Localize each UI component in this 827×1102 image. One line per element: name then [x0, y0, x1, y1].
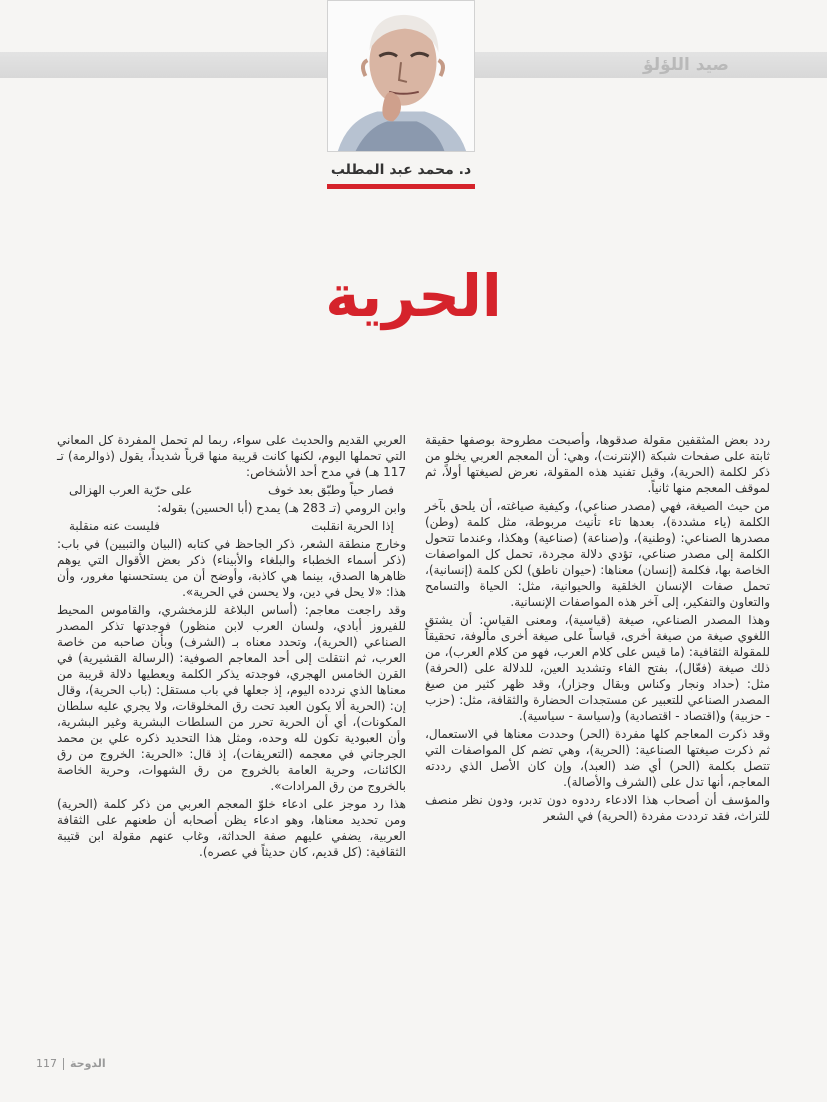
verse-hemistich: فصار حياً وطبّق بعد خوف [267, 483, 394, 497]
portrait-illustration [328, 1, 474, 151]
paragraph: وهذا المصدر الصناعي، صيغة (قياسية)، ومعنى القياس: أن يشتق اللغوي صيغة من صيغة أخرى، قياساً على صيغة أخرى مألوفة، تحقيقاً للمقولة الثقافية: (ما قيس على كلام العرب، فهو من كلام العرب)، من ذلك صيغة (فعّال)، بفتح الفاء وتشديد العين، للدلالة على (الحرفة) مثل: (حداد ونجار وكناس وبقال وجزار)، وقد ظهر كثير من صيغ المصدر الصناعي للتعبير عن مستجدات الحضارة والثقافة، مثل: (حزب - حزبية) و(اقتصاد - اقتصادية) و(سياسة - سياسية). [425, 613, 770, 723]
right-column [425, 432, 770, 826]
verse-hemistich: إذا الحرية انقلبت [311, 519, 394, 533]
paragraph: وابن الرومي (تـ 283 هـ) يمدح (أبا الحسين) بقوله: [157, 501, 406, 515]
paragraph: العربي القديم والحديث على سواء، ربما لم تحمل المفردة كل المعاني التي تحملها اليوم، لكنها كانت قريبة منها قرباً شديداً، يقول (ذوالرمة) تـ 117 هـ) في مدح أحد الأشخاص: [57, 433, 406, 479]
article-title: الحرية [325, 262, 502, 330]
section-label: صيد اللؤلؤ [643, 55, 729, 75]
page-number: 117 [36, 1057, 57, 1070]
paragraph: ردد بعض المثقفين مقولة صدقوها، وأصبحت مطروحة بوصفها حقيقة ثابتة على صفحات شبكة (الإنترنت)، وهي: أن المعجم العربي يخلو من ذكر لكلمة (الحرية)، وقبل تفنيد هذه المقولة، نعرض لصيغتها أولاً، ثم لموقف المعجم منها ثانياً. [425, 433, 770, 495]
author-name: د. محمد عبد المطلب [330, 162, 472, 178]
author-portrait [327, 0, 475, 152]
paragraph: وخارج منطقة الشعر، ذكر الجاحظ في كتابه (البيان والتبيين) في باب: (ذكر أسماء الخطباء والبلغاء والأبيناء) ذكر بعض الأقوال التي يوهم ظاهرها الصدق، بينما هي كاذبة، وأوضح أن من يستحسنها مغرور، وأن هذا: «لا يحل في دين، ولا يحسن في الحرية». [57, 537, 406, 599]
paragraph: من حيث الصيغة، فهي (مصدر صناعي)، وكيفية صياغته، أن يلحق بآخر الكلمة (ياء مشددة)، بعدها تاء تأنيث مربوطة، مثل كلمة (وطن) مصدرها الصناعي: (وطنية)، و(صناعة) (صناعية) وهكذا، وعندما تتحول الكلمة إلى مصدر صناعي، تؤدي دلالة مجردة، تحمل كل المواصفات الخاصة بها، فكلمة (إنسان) معناها: (حيوان ناطق) لكن كلمة (إنسانية)، تحمل صفات الإنسان الخلقية والحيوانية، مثل: الحياة والتسامح والتعاون والتفكير، إلى آخر هذه المواصفات الإنسانية. [425, 499, 770, 609]
magazine-name: الدوحة [70, 1057, 106, 1070]
page-footer [36, 1057, 106, 1070]
paragraph: والمؤسف أن أصحاب هذا الادعاء رددوه دون تدبر، ودون نظر منصف للتراث، فقد ترددت مفردة (الحرية) في الشعر [425, 793, 770, 823]
footer-separator [63, 1058, 64, 1070]
poem-verse [57, 482, 406, 498]
paragraph: هذا رد موجز على ادعاء خلوّ المعجم العربي من ذكر كلمة (الحرية) ومن تحديد معناها، وهو ادعاء يظن أصحابه أن طعنهم على الثقافة العربية، يضفي عليهم صفة الحداثة، وغاب عنهم مقولة ابن قتيبة الثقافية: (كل قديم، كان حديثاً في عصره). [57, 797, 406, 859]
poem-verse [57, 518, 406, 534]
paragraph: وقد ذكرت المعاجم كلها مفردة (الحر) وحددت معناها في الاستعمال، ثم ذكرت صيغتها الصناعية: (الحرية)، وهي تضم كل المواصفات التي تتصل بكلمة (الحر) أي ضد (العبد)، وإن كان الأصل الذي رددته المعاجم، أنها تدل على (الشرف والأصالة). [425, 727, 770, 789]
left-column [57, 432, 406, 862]
paragraph: وقد راجعت معاجم: (أساس البلاغة للزمخشري، والقاموس المحيط للفيروز أبادي، ولسان العرب لابن منظور) فوجدتها تذكر المصدر الصناعي (الحرية)، وتحدد معناه بـ (الشرف) وبأن صاحبه من خاصة العرب، ثم انتقلت إلى أحد المعاجم الصوفية: (الرسالة القشيرية) في القرن الخامس الهجري، فوجدته يذكر الكلمة ويعطيها دلالة قريبة من معناها الذي نردده اليوم، إذ جعلها في باب مستقل: (باب الحرية)، وقال إن: (الحرية ألا يكون العبد تحت رق المخلوقات، ولا يجري عليه سلطان المكونات)، أي أن الحرية تحرر من السلطات البشرية وغير البشرية، وأن العبودية تكون لله وحده، ومثل هذا التحديد ذكره علي بن محمد الجرجاني في معجمه (التعريفات)، إذ قال: «الحرية: الخروج من رق الكائنات، وحرية العامة بالخروج من رق الشهوات، وحرية الخاصة بالخروج من رق المرادات». [57, 603, 406, 793]
verse-hemistich: فليست عنه منقلبة [69, 519, 160, 533]
author-underline [327, 184, 475, 189]
verse-hemistich: على حرّية العرب الهزالى [69, 483, 193, 497]
